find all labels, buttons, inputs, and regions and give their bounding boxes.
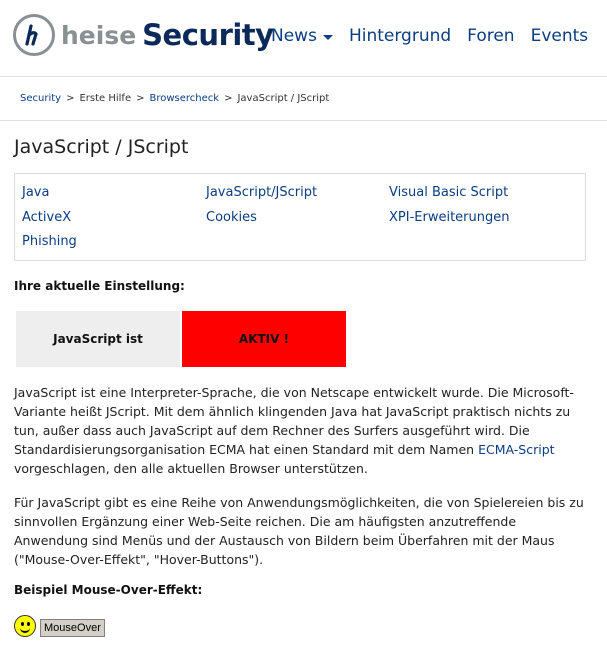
page-title: JavaScript / JScript	[14, 136, 189, 158]
breadcrumb-separator: >	[224, 93, 233, 104]
status-label-cell: JavaScript ist	[16, 311, 180, 367]
breadcrumb-separator: >	[66, 93, 75, 104]
nav-events[interactable]: Events	[530, 26, 589, 46]
heise-logo-icon	[13, 14, 55, 56]
breadcrumb-browsercheck[interactable]: Browsercheck	[149, 93, 220, 104]
divider	[0, 120, 607, 121]
breadcrumb-current: JavaScript / JScript	[237, 93, 330, 104]
example-label: Beispiel Mouse-Over-Effekt:	[14, 583, 203, 597]
intro-text-end: vorgeschlagen, den alle aktuellen Browser unterstützen.	[14, 461, 368, 476]
link-phishing[interactable]: Phishing	[22, 234, 77, 249]
topic-link-box	[14, 173, 586, 261]
link-java[interactable]: Java	[22, 185, 50, 200]
status-value-cell: AKTIV !	[182, 311, 346, 367]
link-xpi[interactable]: XPI-Erweiterungen	[389, 210, 510, 225]
smiley-mouth	[20, 625, 30, 633]
chevron-down-icon	[323, 35, 333, 40]
link-cookies[interactable]: Cookies	[206, 210, 257, 225]
current-setting-label: Ihre aktuelle Einstellung:	[14, 279, 185, 293]
main-nav	[271, 26, 604, 46]
logo-heise-text: heise	[61, 20, 137, 50]
usage-paragraph: Für JavaScript gibt es eine Reihe von Anwendungsmöglichkeiten, die von Spielereien bis zu sinnvollen Ergänzung einer Web-Seite reichen. Die am häufigsten anzutreffende Anwendung sind Menüs und der Austausch von Bildern beim Überfahren mit der Maus ("Mouse-Over-Effekt", "Hover-Buttons").	[14, 495, 584, 567]
intro-text: JavaScript ist eine Interpreter-Sprache, die von Netscape entwickelt wurde. Die Microsoft-Variante heißt JScript. Mit dem ähnlich klingenden Java hat JavaScript praktisch nichts zu tun, außer dass auch JavaScript auf dem Rechner des Surfers ausgeführt wird. Die Standardisierungsorganisation ECMA hat einen Standard mit dem Namen	[14, 385, 574, 457]
nav-news-label: News	[271, 26, 317, 46]
breadcrumb-separator: >	[136, 93, 145, 104]
link-javascript[interactable]: JavaScript/JScript	[206, 185, 318, 200]
nav-foren[interactable]: Foren	[467, 26, 515, 46]
nav-hintergrund[interactable]: Hintergrund	[348, 26, 452, 46]
breadcrumb-security[interactable]: Security	[20, 93, 62, 104]
intro-paragraph	[14, 383, 592, 478]
link-visual-basic-script[interactable]: Visual Basic Script	[389, 185, 509, 200]
smiley-icon	[14, 615, 36, 637]
link-activex[interactable]: ActiveX	[22, 210, 72, 225]
breadcrumb-erste-hilfe: Erste Hilfe	[79, 93, 132, 104]
link-ecma-script[interactable]: ECMA-Script	[478, 442, 555, 457]
nav-news[interactable]	[271, 26, 333, 46]
mouseover-button[interactable]: MouseOver	[40, 619, 105, 637]
breadcrumb	[20, 93, 329, 104]
logo-security-text: Security	[142, 18, 274, 52]
site-header	[0, 0, 607, 77]
heise-security-logo[interactable]	[13, 14, 274, 56]
